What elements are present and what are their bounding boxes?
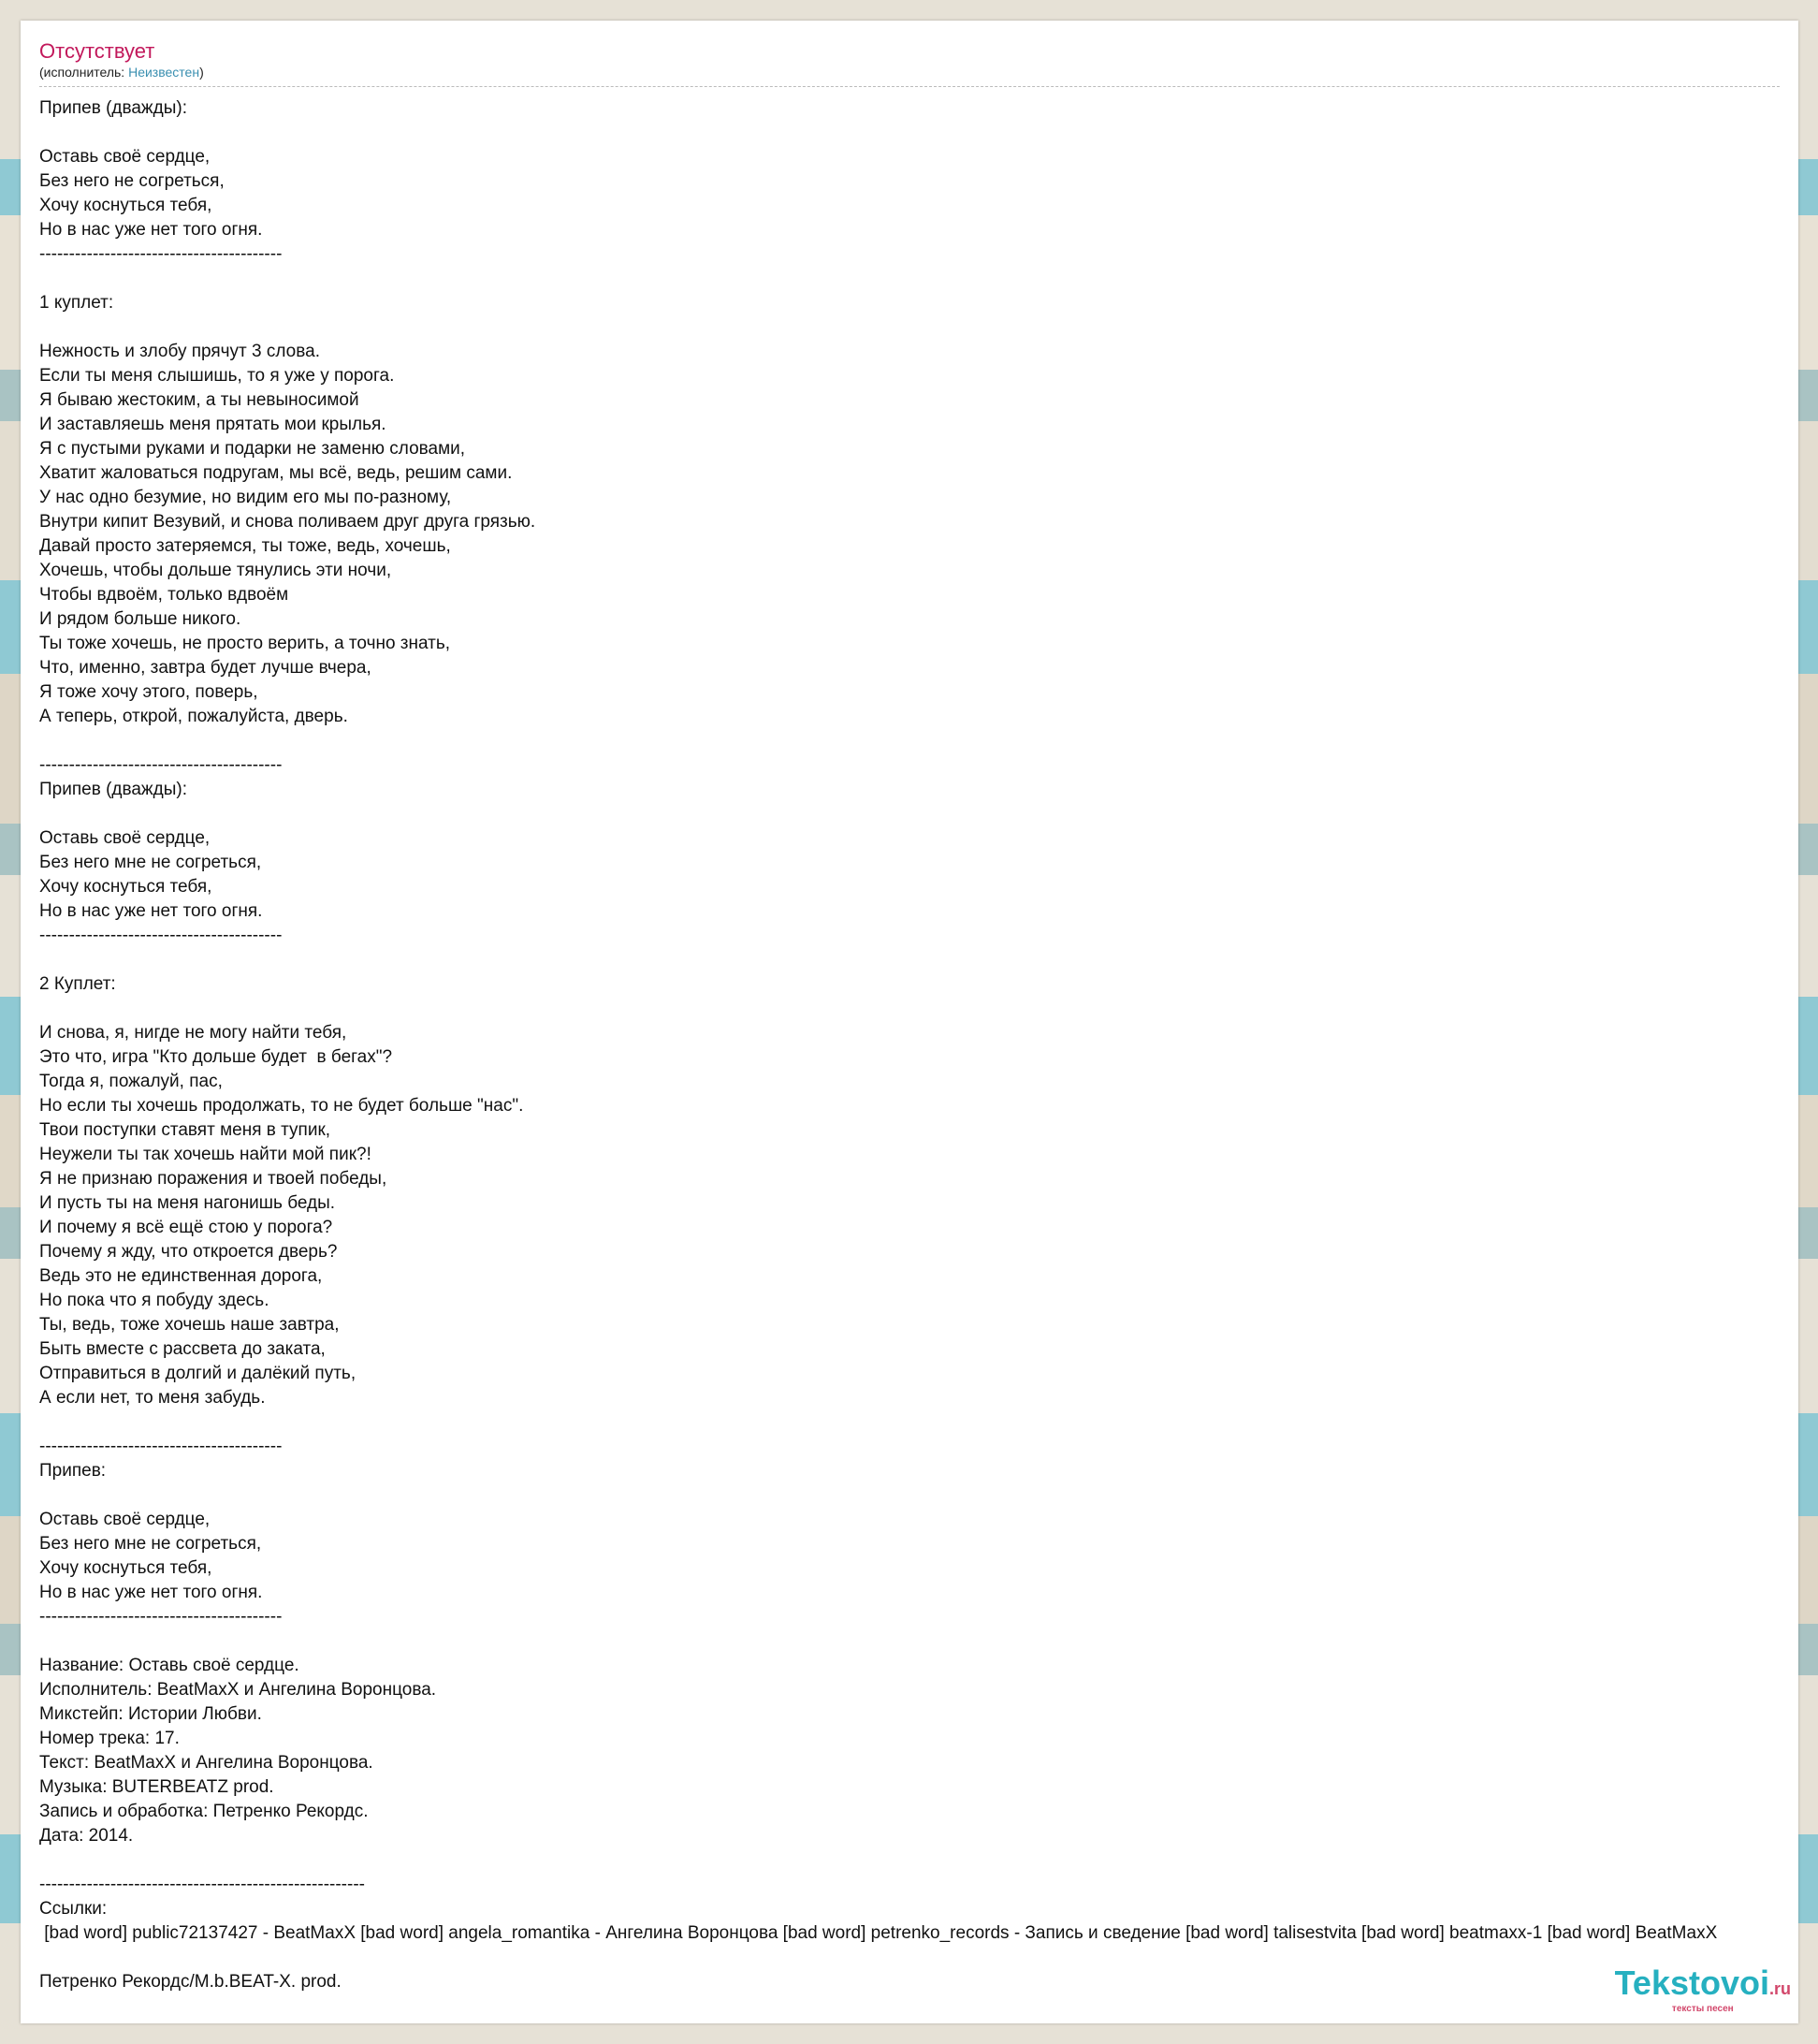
byline-prefix: (исполнитель:	[39, 65, 129, 80]
song-header	[39, 39, 1780, 80]
byline-suffix: )	[199, 65, 204, 80]
content-card	[21, 21, 1798, 2023]
logo-tld: .ru	[1768, 1979, 1791, 1998]
lyrics-text: Припев (дважды): Оставь своё сердце, Без него не согреться, Хочу коснуться тебя, Но в нас уже нет того огня. ----------------------------------------- 1 куплет: Нежность и злобу прячут 3 слова. Если ты меня слышишь, то я уже у порога. Я бываю жестоким, а ты невыносимой И заставляешь меня прятать мои крылья. Я с пустыми руками и подарки не заменю словами, Хватит жаловаться подругам, мы всё, ведь, решим сами. У нас одно безумие, но видим его мы по-разному, Внутри кипит Везувий, и снова поливаем друг друга грязью. Давай просто затеряемся, ты тоже, ведь, хочешь, Хочешь, чтобы дольше тянулись эти ночи, Чтобы вдвоём, только вдвоём И рядом больше никого. Ты тоже хочешь, не просто верить, а точно знать, Что, именно, завтра будет лучше вчера, Я тоже хочу этого, поверь, А теперь, открой, пожалуйста, дверь. ----------------------------------------- Припев (дважды): Оставь своё сердце, Без него мне не согреться, Хочу коснуться тебя, Но в нас уже нет того огня. ----------------------------------------- 2 Куплет: И снова, я, нигде не могу найти тебя, Это что, игра "Кто дольше будет в бегах"? Тогда я, пожалуй, пас, Но если ты хочешь продолжать, то не будет больше "нас". Твои поступки ставят меня в тупик, Неужели ты так хочешь найти мой пик?! Я не признаю поражения и твоей победы, И пусть ты на меня нагонишь беды. И почему я всё ещё стою у порога? Почему я жду, что откроется дверь? Ведь это не единственная дорога, Но пока что я побуду здесь. Ты, ведь, тоже хочешь наше завтра, Быть вместе с рассвета до заката, Отправиться в долгий и далёкий путь, А если нет, то меня забудь. ----------------------------------------- Припев: Оставь своё сердце, Без него мне не согреться, Хочу коснуться тебя, Но в нас уже нет того огня. ----------------------------------------- Название: Оставь своё сердце. Исполнитель: BeatMaxX и Ангелина Воронцова. Микстейп: Истории Любви. Номер трека: 17. Текст: BeatMaxX и Ангелина Воронцова. Музыка: BUTERBEATZ prod. Запись и обработка: Петренко Рекордс. Дата: 2014. ------------------------------------------------------- Ссылки: [bad word] public72137427 - BeatMaxX [bad word] angela_romantika - Ангелина Воронцова [bad word] petrenko_records - Запись и сведение [bad word] talisestvita [bad word] beatmaxx-1 [bad word] BeatMaxX Петренко Рекордс/M.b.BEAT-X. prod.	[39, 98, 1718, 1992]
artist-link[interactable]: Неизвестен	[128, 65, 200, 80]
logo-name: Tekstovoi	[1614, 1964, 1769, 2002]
logo-wordmark	[1615, 1966, 1791, 2006]
site-logo[interactable]	[1615, 1966, 1791, 2014]
logo-tagline: тексты песен	[1671, 2004, 1734, 2014]
song-title: Отсутствует	[39, 39, 155, 63]
artist-byline	[39, 64, 1780, 80]
header-divider	[39, 86, 1780, 87]
